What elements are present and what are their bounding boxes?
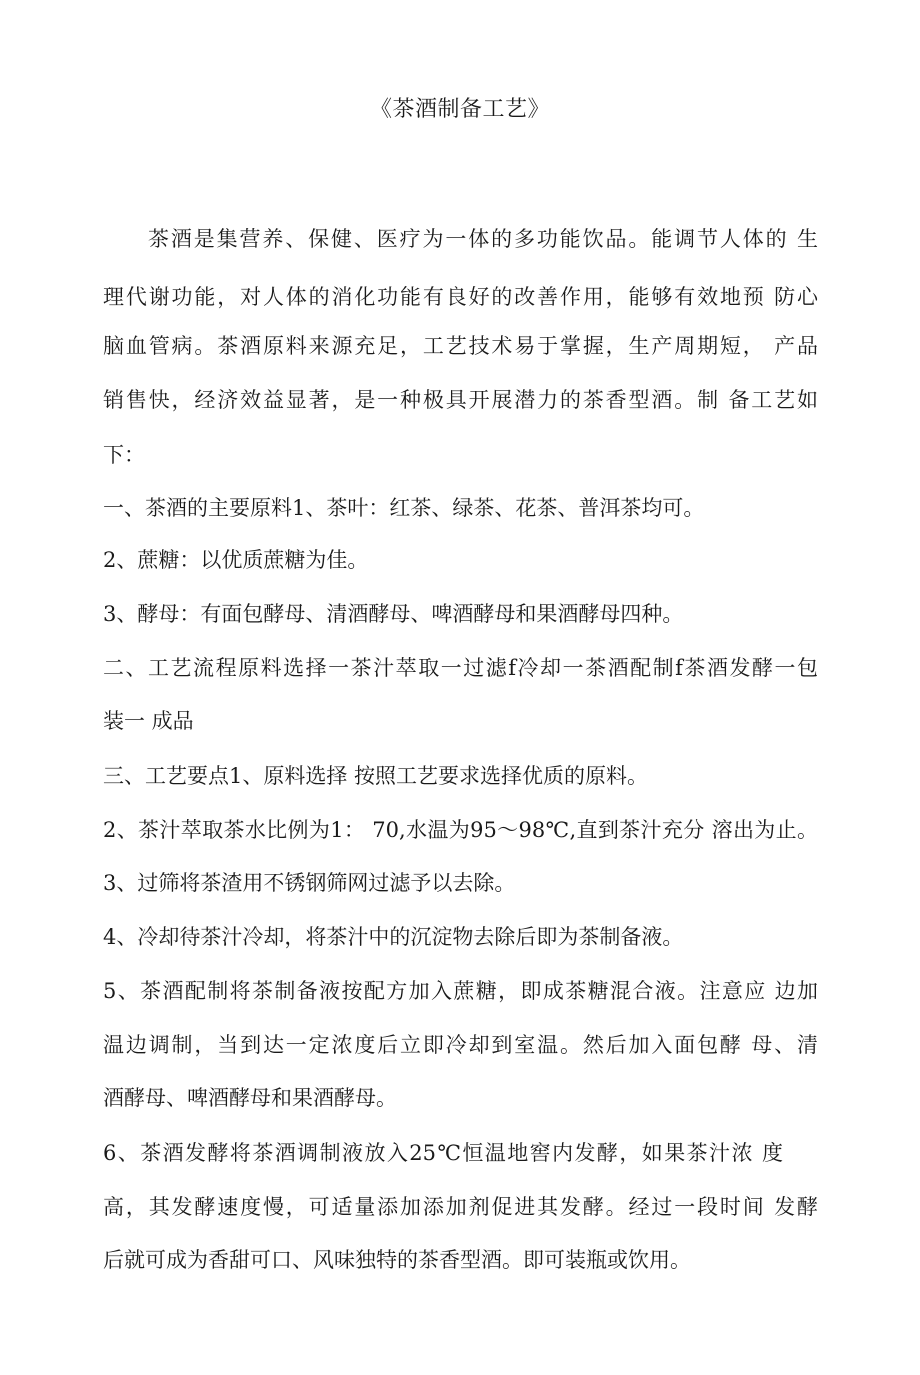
intro-line-1: 茶酒是集营养、保健、医疗为一体的多功能饮品。能调节人体的 生: [148, 227, 818, 251]
section2-line-2: 装一 成品: [103, 709, 194, 733]
section3-line-5: 5、茶酒配制将茶制备液按配方加入蔗糖，即成茶糖混合液。注意应 边加: [103, 979, 818, 1003]
intro-line-3: 脑血管病。茶酒原料来源充足，工艺技术易于掌握，生产周期短， 产品: [103, 334, 818, 358]
intro-line-5: 下：: [103, 443, 145, 467]
section3-line-1: 三、工艺要点1、原料选择 按照工艺要求选择优质的原料。: [103, 764, 649, 788]
section1-line-1: 一、茶酒的主要原料1、茶叶：红茶、绿茶、花茶、普洱茶均可。: [103, 496, 705, 520]
section3-line-6: 温边调制，当到达一定浓度后立即冷却到室温。然后加入面包酵 母、清: [103, 1033, 818, 1057]
section3-line-3: 3、过筛将茶渣用不锈钢筛网过滤予以去除。: [103, 871, 516, 895]
section3-line-8: 6、茶酒发酵将茶酒调制液放入25℃恒温地窖内发酵，如果茶汁浓 度: [103, 1141, 783, 1165]
section2-line-1: 二、工艺流程原料选择一茶汁萃取一过滤f冷却一茶酒配制f茶酒发酵一包: [103, 656, 818, 680]
section3-line-2: 2、茶汁萃取茶水比例为1： 70,水温为95〜98℃,直到茶汁充分 溶出为止。: [103, 818, 818, 842]
intro-line-4: 销售快，经济效益显著，是一种极具开展潜力的茶香型酒。制 备工艺如: [103, 388, 818, 412]
document-title: 《茶酒制备工艺》: [369, 97, 550, 122]
section3-line-7: 酒酵母、啤酒酵母和果酒酵母。: [103, 1086, 397, 1110]
section3-line-10: 后就可成为香甜可口、风味独特的茶香型酒。即可装瓶或饮用。: [103, 1248, 691, 1272]
section3-line-9: 高，其发酵速度慢，可适量添加添加剂促进其发酵。经过一段时间 发酵: [103, 1195, 818, 1219]
intro-line-2: 理代谢功能，对人体的消化功能有良好的改善作用，能够有效地预 防心: [103, 285, 818, 309]
section1-line-3: 3、酵母：有面包酵母、清酒酵母、啤酒酵母和果酒酵母四种。: [103, 602, 684, 626]
section3-line-4: 4、冷却待茶汁冷却，将茶汁中的沉淀物去除后即为茶制备液。: [103, 925, 684, 949]
section1-line-2: 2、蔗糖：以优质蔗糖为佳。: [103, 548, 369, 572]
